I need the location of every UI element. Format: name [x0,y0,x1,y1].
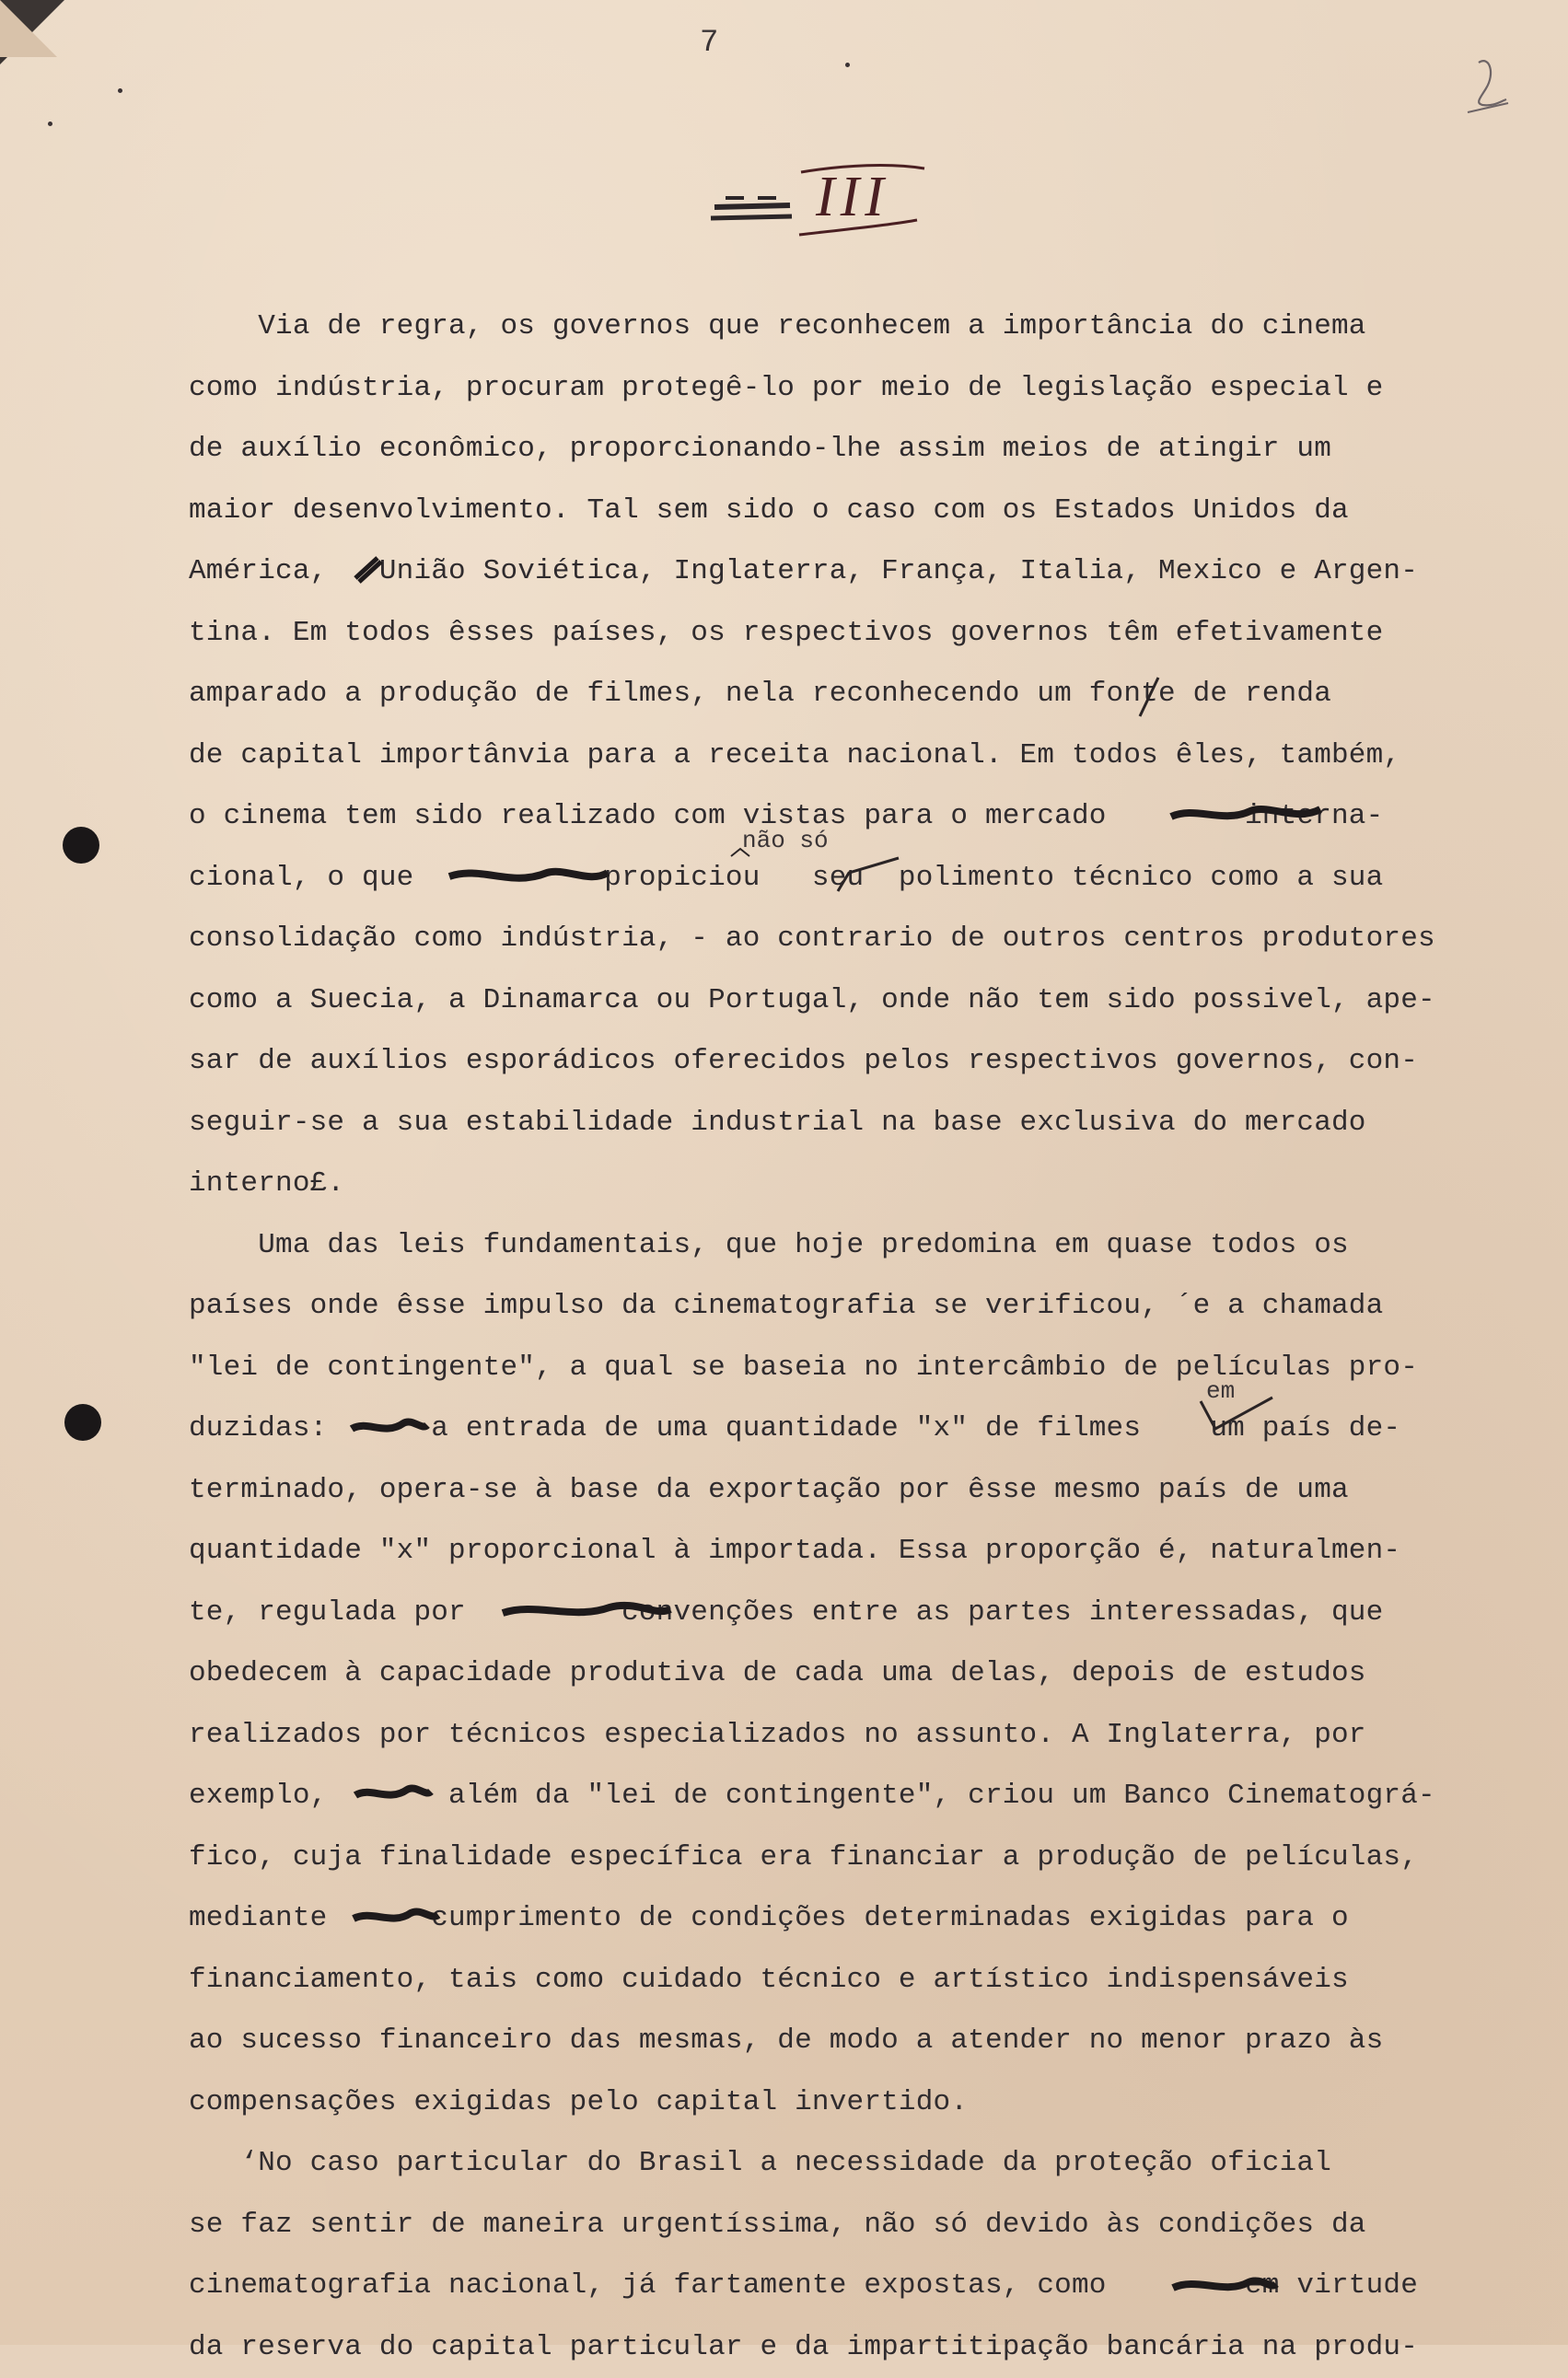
ink-strike-icon [352,1775,435,1812]
insertion-caret-icon [1195,1392,1278,1438]
text-line: sar de auxílios esporádicos oferecidos pelos respectivos governos, con- [189,1031,1524,1093]
text-line: duzidas: a entrada de uma quantidade "x" de filmes um país de- [189,1398,1524,1460]
text-line: fico, cuja finalidade específica era financiar a produção de películas, [189,1827,1524,1889]
text-line: cional, o que propiciou seu polimento técnico como a sua [189,848,1524,910]
text-line: "lei de contingente", a qual se baseia no intercâmbio de películas pro- [189,1338,1524,1399]
text-line: quantidade "x" proporcional à importada. Essa proporção é, naturalmen- [189,1521,1524,1583]
handwritten-margin-mark-icon [1462,46,1514,129]
text-line: exemplo, além da "lei de contingente", criou um Banco Cinematográ- [189,1766,1524,1827]
ink-speck [48,122,52,126]
text-line: te, regulada por convenções entre as partes interessadas, que [189,1583,1524,1644]
text-line: consolidação como indústria, - ao contrario de outros centros produtores [189,909,1524,970]
text-line: ‘No caso particular do Brasil a necessidade da proteção oficial [189,2133,1524,2195]
text-line: interno£. [189,1154,1524,1215]
text-line: realizados por técnicos especializados no assunto. A Inglaterra, por [189,1705,1524,1767]
page-number: 7 [700,26,718,61]
text-line: como indústria, procuram protegê-lo por meio de legislação especial e [189,358,1524,420]
text-line: cinematografia nacional, já fartamente expostas, como em virtude [189,2256,1524,2317]
text-line: obedecem à capacidade produtiva de cada uma delas, depois de estudos [189,1643,1524,1705]
text-line: da reserva do capital particular e da impartitipação bancária na produ- [189,2317,1524,2378]
text-line: terminado, opera-se à base da exportação por êsse mesmo país de uma [189,1460,1524,1522]
text-line: Via de regra, os governos que reconhecem a importância do cinema [189,296,1524,358]
text-line: compensações exigidas pelo capital invertido. [189,2072,1524,2134]
text-line: como a Suecia, a Dinamarca ou Portugal, onde não tem sido possivel, ape- [189,970,1524,1032]
paragraph-2 [189,1215,1524,2134]
paragraph-1 [189,296,1524,1215]
correction-slash-icon [1131,674,1167,720]
text-line: Uma das leis fundamentais, que hoje predomina em quase todos os [189,1215,1524,1277]
text-line: maior desenvolvimento. Tal sem sido o caso com os Estados Unidos da [189,481,1524,542]
punch-hole [63,827,99,864]
insertion-caret-icon [727,845,902,900]
ink-strike-icon [446,858,611,895]
ink-strike-icon [499,1593,674,1630]
ink-strike-icon [1169,2268,1280,2304]
text-line: América, União Soviética, Inglaterra, França, Italia, Mexico e Argen- [189,541,1524,603]
text-line: mediante cumprimento de condições determinadas exigidas para o [189,1888,1524,1950]
punch-hole [64,1404,101,1441]
ink-speck [118,88,122,93]
ink-strike-icon [350,1898,442,1935]
handwritten-insertion-nao-so: não só [742,827,829,854]
text-line: o cinema tem sido realizado com vistas para o mercado interna- [189,786,1524,848]
handwritten-insertion-em: em [1206,1377,1235,1405]
text-line: ao sucesso financeiro das mesmas, de modo a atender no menor prazo às [189,2011,1524,2072]
text-line: tina. Em todos êsses países, os respectivos governos têm efetivamente [189,603,1524,665]
section-heading [707,161,928,244]
ink-strike-icon [1167,796,1324,833]
text-line: de auxílio econômico, proporcionando-lhe assim meios de atingir um [189,419,1524,481]
ink-speck [845,63,850,67]
paragraph-3 [189,2133,1524,2378]
text-line: países onde êsse impulso da cinematografia se verificou, ´e a chamada [189,1276,1524,1338]
folded-corner [0,0,64,64]
text-line: se faz sentir de maneira urgentíssima, não só devido às condições da [189,2195,1524,2256]
text-line: amparado a produção de filmes, nela reconhecendo um fonte de renda [189,664,1524,725]
section-heading-number: III [816,165,889,230]
typed-text-body [189,296,1524,2378]
text-line: seguir-se a sua estabilidade industrial na base exclusiva do mercado [189,1093,1524,1154]
ink-strike-icon [348,1409,431,1445]
ink-strike-icon [350,551,387,587]
text-line: financiamento, tais como cuidado técnico e artístico indispensáveis [189,1950,1524,2012]
text-line: de capital importânvia para a receita nacional. Em todos êles, também, [189,725,1524,787]
